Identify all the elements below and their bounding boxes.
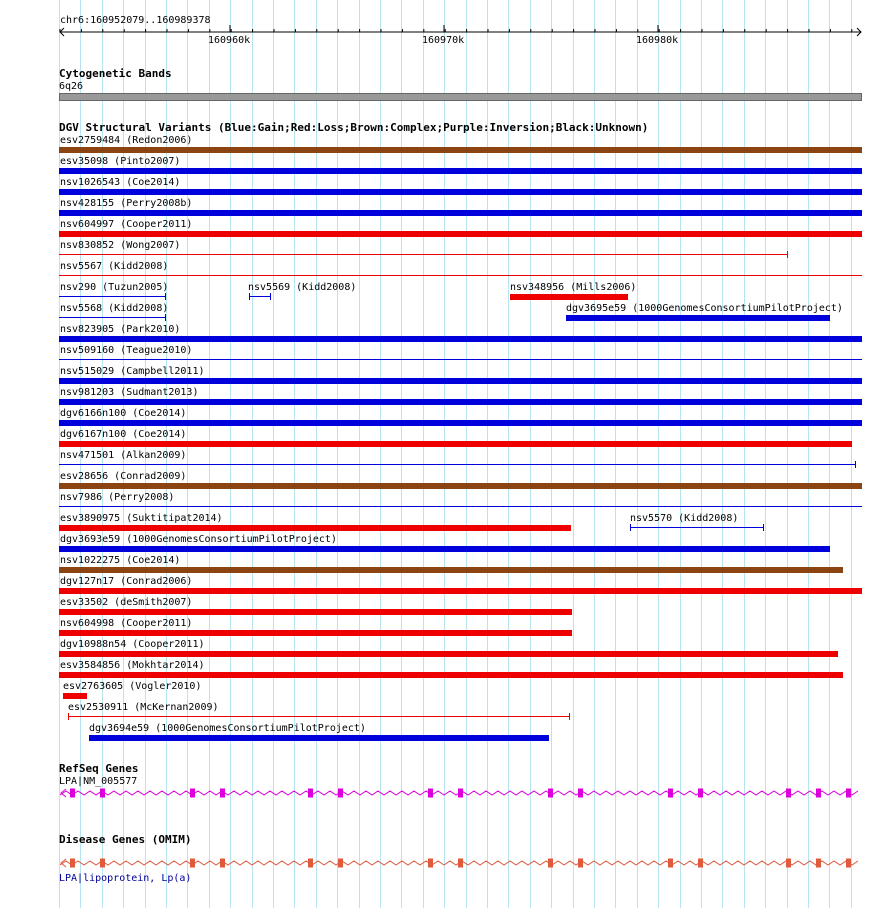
variant-feature[interactable] bbox=[68, 716, 570, 717]
variant-label[interactable]: nsv7986 (Perry2008) bbox=[60, 492, 175, 503]
gene-exon bbox=[698, 789, 703, 798]
variant-feature[interactable] bbox=[59, 588, 862, 594]
variant-feature[interactable] bbox=[59, 546, 830, 552]
variant-feature[interactable] bbox=[510, 294, 628, 300]
variant-label[interactable]: esv3890975 (Suktitipat2014) bbox=[60, 513, 223, 524]
gene-exon bbox=[578, 789, 583, 798]
variant-feature[interactable] bbox=[59, 210, 862, 216]
variant-feature[interactable] bbox=[59, 254, 788, 255]
variant-end-cap bbox=[630, 524, 631, 531]
location-label: chr6:160952079..160989378 bbox=[60, 15, 211, 26]
gene-exon bbox=[458, 789, 463, 798]
variant-label[interactable]: nsv348956 (Mills2006) bbox=[510, 282, 637, 293]
variant-feature[interactable] bbox=[59, 359, 862, 360]
dgv-track-title[interactable]: DGV Structural Variants (Blue:Gain;Red:Loss;Brown:Complex;Purple:Inversion;Black:Unknown) bbox=[59, 121, 649, 134]
variant-feature[interactable] bbox=[59, 525, 571, 531]
gene-exon bbox=[786, 859, 791, 868]
gene-exon bbox=[220, 789, 225, 798]
variant-label[interactable]: nsv5570 (Kidd2008) bbox=[630, 513, 739, 524]
variant-label[interactable]: esv28656 (Conrad2009) bbox=[60, 471, 187, 482]
variant-label[interactable]: nsv428155 (Perry2008b) bbox=[60, 198, 193, 209]
gene-exon bbox=[846, 859, 851, 868]
gene-exon bbox=[220, 859, 225, 868]
variant-end-cap bbox=[68, 713, 69, 720]
variant-label[interactable]: dgv127n17 (Conrad2006) bbox=[60, 576, 193, 587]
variant-feature[interactable] bbox=[59, 441, 852, 447]
gene-exon bbox=[548, 789, 553, 798]
variant-label[interactable]: esv2530911 (McKernan2009) bbox=[68, 702, 219, 713]
gene-exon bbox=[578, 859, 583, 868]
refseq-gene-label[interactable]: LPA|NM_005577 bbox=[59, 776, 138, 787]
variant-feature[interactable] bbox=[566, 315, 830, 321]
gene-exon bbox=[668, 789, 673, 798]
variant-label[interactable]: nsv981203 (Sudmant2013) bbox=[60, 387, 199, 398]
variant-feature[interactable] bbox=[59, 567, 843, 573]
ruler-tick-label: 160980k bbox=[636, 35, 679, 46]
variant-feature[interactable] bbox=[59, 317, 166, 318]
variant-end-cap bbox=[569, 713, 570, 720]
variant-feature[interactable] bbox=[89, 735, 549, 741]
gene-exon bbox=[668, 859, 673, 868]
variant-label[interactable]: nsv290 (Tuzun2005) bbox=[60, 282, 169, 293]
variant-label[interactable]: dgv3693e59 (1000GenomesConsortiumPilotProject) bbox=[60, 534, 337, 545]
variant-label[interactable]: dgv6167n100 (Coe2014) bbox=[60, 429, 187, 440]
variant-feature[interactable] bbox=[59, 506, 862, 507]
variant-label[interactable]: nsv5568 (Kidd2008) bbox=[60, 303, 169, 314]
variant-label[interactable]: nsv515029 (Campbell2011) bbox=[60, 366, 205, 377]
variant-feature[interactable] bbox=[59, 630, 572, 636]
cytoband-track-title[interactable]: Cytogenetic Bands bbox=[59, 67, 172, 80]
variant-label[interactable]: dgv3694e59 (1000GenomesConsortiumPilotProject) bbox=[89, 723, 366, 734]
omim-gene-label[interactable]: LPA|lipoprotein, Lp(a) bbox=[59, 873, 192, 884]
gene-exon bbox=[816, 789, 821, 798]
gene-exon bbox=[338, 859, 343, 868]
variant-label[interactable]: esv33502 (deSmith2007) bbox=[60, 597, 193, 608]
gene-exon bbox=[100, 789, 105, 798]
variant-feature[interactable] bbox=[59, 464, 856, 465]
variant-label[interactable]: dgv6166n100 (Coe2014) bbox=[60, 408, 187, 419]
variant-feature[interactable] bbox=[59, 609, 572, 615]
variant-feature[interactable] bbox=[59, 275, 862, 276]
gene-exon bbox=[846, 789, 851, 798]
variant-label[interactable]: nsv5567 (Kidd2008) bbox=[60, 261, 169, 272]
gene-exon bbox=[70, 789, 75, 798]
variant-end-cap bbox=[165, 293, 166, 300]
variant-feature[interactable] bbox=[59, 336, 862, 342]
gene-exon bbox=[70, 859, 75, 868]
variant-label[interactable]: nsv509160 (Teague2010) bbox=[60, 345, 193, 356]
gene-exon bbox=[338, 789, 343, 798]
variant-end-cap bbox=[855, 461, 856, 468]
variant-label[interactable]: esv2763605 (Vogler2010) bbox=[63, 681, 202, 692]
gene-exon bbox=[190, 859, 195, 868]
gene-exon bbox=[428, 789, 433, 798]
variant-label[interactable]: nsv604998 (Cooper2011) bbox=[60, 618, 193, 629]
omim-gene-model[interactable] bbox=[58, 854, 864, 872]
ruler-tick-label: 160970k bbox=[422, 35, 465, 46]
variant-feature[interactable] bbox=[249, 296, 271, 297]
gene-exon bbox=[698, 859, 703, 868]
refseq-gene-model[interactable] bbox=[58, 784, 864, 802]
variant-end-cap bbox=[763, 524, 764, 531]
gene-exon bbox=[100, 859, 105, 868]
variant-label[interactable]: nsv5569 (Kidd2008) bbox=[248, 282, 357, 293]
variant-feature[interactable] bbox=[59, 651, 838, 657]
gene-exon bbox=[458, 859, 463, 868]
variant-label[interactable]: dgv3695e59 (1000GenomesConsortiumPilotProject) bbox=[566, 303, 843, 314]
variant-end-cap bbox=[249, 293, 250, 300]
variant-label[interactable]: nsv823905 (Park2010) bbox=[60, 324, 181, 335]
variant-feature[interactable] bbox=[59, 483, 862, 489]
variant-label[interactable]: nsv1026543 (Coe2014) bbox=[60, 177, 181, 188]
variant-feature[interactable] bbox=[63, 693, 87, 699]
variant-label[interactable]: nsv471501 (Alkan2009) bbox=[60, 450, 187, 461]
variant-feature[interactable] bbox=[59, 189, 862, 195]
gene-exon bbox=[190, 789, 195, 798]
variant-end-cap bbox=[270, 293, 271, 300]
ruler-tick-label: 160960k bbox=[208, 35, 251, 46]
variant-feature[interactable] bbox=[630, 527, 764, 528]
variant-feature[interactable] bbox=[59, 399, 862, 405]
variant-feature[interactable] bbox=[59, 672, 843, 678]
variant-label[interactable]: esv3584856 (Mokhtar2014) bbox=[60, 660, 205, 671]
gene-exon bbox=[428, 859, 433, 868]
variant-label[interactable]: nsv830852 (Wong2007) bbox=[60, 240, 181, 251]
variant-feature[interactable] bbox=[59, 168, 862, 174]
variant-end-cap bbox=[165, 314, 166, 321]
variant-end-cap bbox=[787, 251, 788, 258]
gene-exon bbox=[548, 859, 553, 868]
gene-exon bbox=[308, 789, 313, 798]
variant-feature[interactable] bbox=[59, 296, 166, 297]
omim-track-title[interactable]: Disease Genes (OMIM) bbox=[59, 833, 192, 846]
variant-label[interactable]: esv2759484 (Redon2006) bbox=[60, 135, 193, 146]
gene-exon bbox=[308, 859, 313, 868]
variant-feature[interactable] bbox=[59, 420, 862, 426]
gene-exon bbox=[786, 789, 791, 798]
variant-feature[interactable] bbox=[59, 147, 862, 153]
gene-exon bbox=[816, 859, 821, 868]
variant-label[interactable]: esv35098 (Pinto2007) bbox=[60, 156, 181, 167]
variant-label[interactable]: nsv604997 (Cooper2011) bbox=[60, 219, 193, 230]
cytoband-bar[interactable] bbox=[59, 93, 862, 101]
variant-feature[interactable] bbox=[59, 378, 862, 384]
cytoband-label: 6q26 bbox=[59, 81, 84, 92]
variant-label[interactable]: nsv1022275 (Coe2014) bbox=[60, 555, 181, 566]
variant-feature[interactable] bbox=[59, 231, 862, 237]
variant-label[interactable]: dgv10988n54 (Cooper2011) bbox=[60, 639, 205, 650]
refseq-track-title[interactable]: RefSeq Genes bbox=[59, 762, 139, 775]
